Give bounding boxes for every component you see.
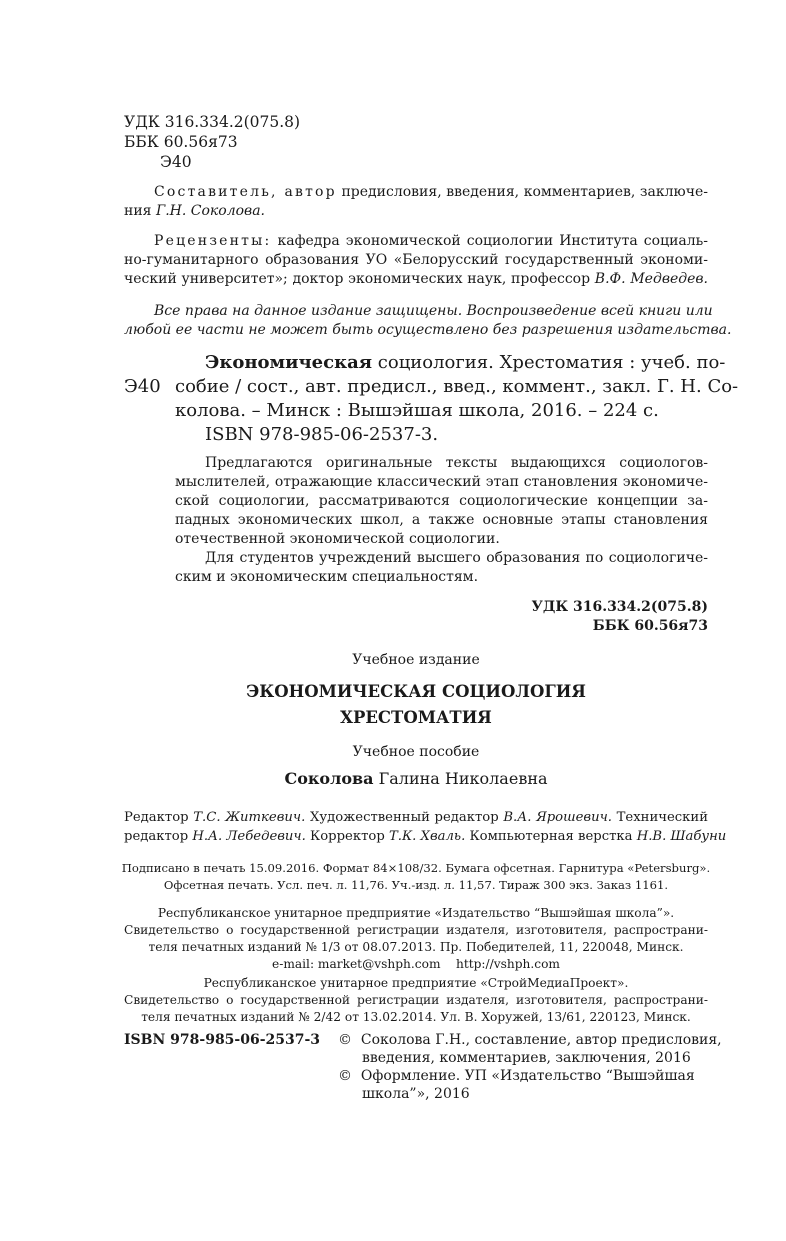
udk-code-bottom: УДК 316.334.2(075.8) bbox=[531, 599, 708, 615]
publisher-contacts: e-mail: market@vshph.com http://vshph.com bbox=[272, 957, 560, 971]
abstract-line-4: падных экономических школ, а также основные этапы становления bbox=[175, 512, 708, 528]
rights-line-1: Все права на данное издание защищены. Воспроизведение всей книги или bbox=[154, 303, 713, 319]
compiler-line1-text: предисловия, введения, комментариев, заключе- bbox=[341, 184, 708, 200]
proofreader-name: Т.К. Хваль. bbox=[388, 829, 466, 844]
author-surname: Соколова bbox=[284, 769, 374, 788]
compiler-name: Г.Н. Соколова. bbox=[155, 203, 265, 219]
edition-author bbox=[124, 768, 708, 790]
abstract-line-1: Предлагаются оригинальные тексты выдающихся социологов- bbox=[205, 455, 708, 471]
editors-line-1 bbox=[124, 808, 708, 827]
reviewers-label: Рецензенты: bbox=[154, 233, 272, 249]
reviewers-line3-text: ческий университет»; доктор экономических наук, профессор bbox=[124, 271, 591, 287]
isbn-bottom: ISBN 978-985-06-2537-3 bbox=[124, 1032, 321, 1048]
tech-editor-role: Технический bbox=[616, 810, 708, 825]
compiler-line-1 bbox=[154, 183, 708, 203]
editor-name: Т.С. Житкевич. bbox=[193, 810, 306, 825]
author-mark-top: Э40 bbox=[160, 153, 192, 171]
bbk-code-bottom: ББК 60.56я73 bbox=[592, 618, 708, 634]
udk-code-top: УДК 316.334.2(075.8) bbox=[124, 113, 301, 131]
art-editor-role: Художественный редактор bbox=[309, 810, 499, 825]
compiler-label: Составитель, автор bbox=[154, 184, 337, 200]
tech-editor-role-cont: редактор bbox=[124, 829, 189, 844]
compiler-line-2 bbox=[124, 202, 265, 222]
edition-type: Учебное издание bbox=[352, 652, 480, 668]
copyright-1-line-2: введения, комментариев, заключения, 2016 bbox=[362, 1050, 691, 1066]
reviewers-line1-text: кафедра экономической социологии Института социаль- bbox=[277, 233, 708, 249]
edition-title-2: ХРЕСТОМАТИЯ bbox=[340, 708, 492, 727]
layout-name: Н.В. Шабуни bbox=[636, 829, 727, 844]
publisher-line-2: Свидетельство о государственной регистрации издателя, изготовителя, распространи- bbox=[124, 923, 708, 937]
layout-role: Компьютерная верстка bbox=[469, 829, 633, 844]
catalog-line-1 bbox=[205, 350, 726, 375]
art-editor-name: В.А. Ярошевич. bbox=[503, 810, 612, 825]
printing-line-1: Подписано в печать 15.09.2016. Формат 84×108/32. Бумага офсетная. Гарнитура «Petersburg». bbox=[121, 861, 711, 875]
proofreader-role: Корректор bbox=[310, 829, 385, 844]
editors-line-2 bbox=[124, 827, 727, 846]
copyright-1-line-1: © Соколова Г.Н., составление, автор предисловия, bbox=[338, 1032, 722, 1048]
printer-line-1: Республиканское унитарное предприятие «СтройМедиаПроект». bbox=[203, 976, 629, 990]
catalog-line-3: колова. – Минск : Вышэйшая школа, 2016. – 224 с. bbox=[175, 400, 659, 421]
tech-editor-name: Н.А. Лебедевич. bbox=[192, 829, 306, 844]
abstract-line-5: отечественной экономической социологии. bbox=[175, 531, 500, 547]
catalog-mark: Э40 bbox=[124, 376, 161, 397]
edition-subtype: Учебное пособие bbox=[352, 744, 480, 760]
reviewers-line-2: но-гуманитарного образования УО «Белорусский государственный экономи- bbox=[124, 252, 708, 268]
abstract-line-3: ской социологии, рассматриваются социологические концепции за- bbox=[175, 493, 708, 509]
audience-line-1: Для студентов учреждений высшего образования по социологиче- bbox=[205, 550, 708, 566]
compiler-line2-prefix: ния bbox=[124, 203, 152, 219]
rights-line-2: любой ее части не может быть осуществлено без разрешения издательства. bbox=[124, 322, 732, 338]
catalog-title-bold: Экономическая bbox=[205, 352, 373, 373]
copyright-2-line-1: © Оформление. УП «Издательство “Вышэйшая bbox=[338, 1068, 695, 1084]
audience-line-2: ским и экономическим специальностям. bbox=[175, 569, 479, 585]
abstract-line-2: мыслителей, отражающие классический этап становления экономиче- bbox=[175, 474, 708, 490]
catalog-line-2: собие / сост., авт. предисл., введ., коммент., закл. Г. Н. Со- bbox=[175, 376, 739, 397]
edition-title-1: ЭКОНОМИЧЕСКАЯ СОЦИОЛОГИЯ bbox=[246, 682, 586, 701]
editor-role: Редактор bbox=[124, 810, 189, 825]
printer-line-2: Свидетельство о государственной регистрации издателя, изготовителя, распространи- bbox=[124, 993, 708, 1007]
catalog-line1-text: социология. Хрестоматия : учеб. по- bbox=[377, 352, 726, 373]
reviewers-line-1 bbox=[154, 232, 708, 252]
printer-line-3: теля печатных изданий № 2/42 от 13.02.2014. Ул. В. Хоружей, 13/61, 220123, Минск. bbox=[141, 1010, 691, 1024]
author-given-names: Галина Николаевна bbox=[378, 769, 548, 788]
copyright-2-line-2: школа”», 2016 bbox=[362, 1086, 470, 1102]
bbk-code-top: ББК 60.56я73 bbox=[124, 133, 238, 151]
catalog-isbn: ISBN 978-985-06-2537-3. bbox=[205, 424, 439, 445]
publisher-line-3: теля печатных изданий № 1/3 от 08.07.2013. Пр. Победителей, 11, 220048, Минск. bbox=[148, 940, 684, 954]
printing-line-2: Офсетная печать. Усл. печ. л. 11,76. Уч.-изд. л. 11,57. Тираж 300 экз. Заказ 1161. bbox=[163, 878, 669, 892]
reviewer-name: В.Ф. Медведев. bbox=[594, 271, 709, 287]
reviewers-line-3 bbox=[124, 270, 708, 290]
publisher-line-1: Республиканское унитарное предприятие «Издательство “Вышэйшая школа”». bbox=[157, 906, 675, 920]
